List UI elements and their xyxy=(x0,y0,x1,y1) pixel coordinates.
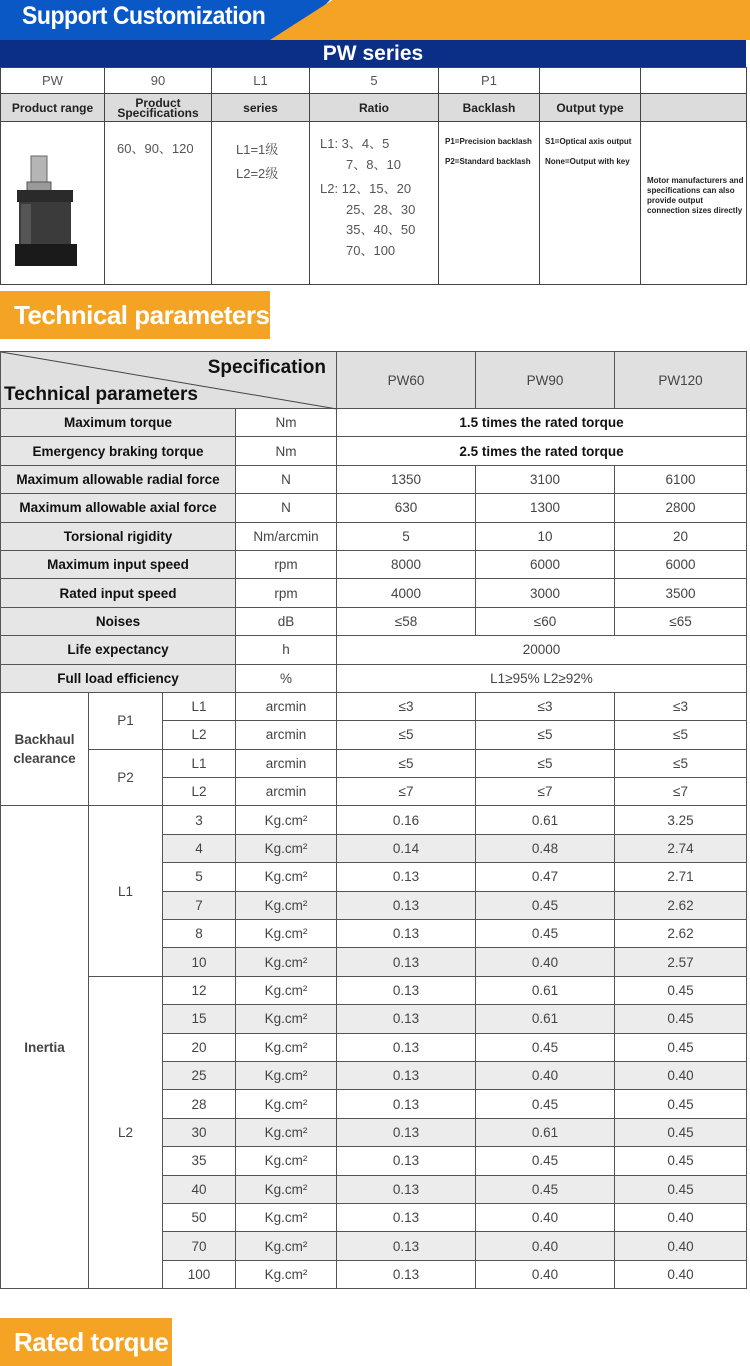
stage-label: L1 xyxy=(163,692,236,720)
inertia-value: 0.40 xyxy=(615,1203,747,1231)
ratio-l2-cont: 35、40、50 xyxy=(346,222,416,237)
parameter-value: 20 xyxy=(615,522,747,550)
clearance-label: clearance xyxy=(13,751,76,767)
parameter-row xyxy=(1,579,747,607)
model-code-table xyxy=(0,67,747,285)
note-cell xyxy=(641,122,747,285)
ratio-value: 5 xyxy=(163,863,236,891)
backhaul-value: ≤5 xyxy=(337,749,476,777)
parameter-row xyxy=(1,522,747,550)
inertia-value: 2.57 xyxy=(615,948,747,976)
inertia-row xyxy=(1,976,747,1004)
parameter-row xyxy=(1,607,747,635)
parameter-value: 8000 xyxy=(337,550,476,578)
inertia-value: 0.61 xyxy=(476,1005,615,1033)
backlash-p1: P1=Precision backlash xyxy=(445,137,532,146)
parameter-unit: Nm xyxy=(236,409,337,437)
backhaul-label: Backhaul xyxy=(14,732,75,748)
inertia-value: 0.47 xyxy=(476,863,615,891)
inertia-stage-label: L2 xyxy=(89,976,163,1288)
parameter-value: ≤58 xyxy=(337,607,476,635)
inertia-value: 0.45 xyxy=(615,1175,747,1203)
parameter-row xyxy=(1,550,747,578)
backhaul-value: ≤5 xyxy=(615,749,747,777)
code-cell xyxy=(641,68,747,94)
banner-title: Support Customization xyxy=(22,2,266,30)
parameter-unit: dB xyxy=(236,607,337,635)
ratio-value: 15 xyxy=(163,1005,236,1033)
backhaul-unit: arcmin xyxy=(236,778,337,806)
parameter-unit: % xyxy=(236,664,337,692)
backhaul-unit: arcmin xyxy=(236,692,337,720)
parameter-name: Torsional rigidity xyxy=(1,522,236,550)
series-title: PW series xyxy=(0,40,746,67)
code-cell xyxy=(540,68,641,94)
parameter-unit: h xyxy=(236,636,337,664)
inertia-value: 0.40 xyxy=(615,1232,747,1260)
inertia-value: 0.40 xyxy=(476,1232,615,1260)
inertia-value: 0.40 xyxy=(476,1260,615,1288)
technical-parameters-heading: Technical parameters xyxy=(0,291,270,339)
inertia-value: 0.13 xyxy=(337,948,476,976)
inertia-value: 0.14 xyxy=(337,834,476,862)
parameter-value: 2800 xyxy=(615,494,747,522)
backlash-cell xyxy=(439,122,540,285)
code-row xyxy=(1,68,747,94)
header-cell: Product Specifications xyxy=(105,94,212,122)
parameter-value: 10 xyxy=(476,522,615,550)
ratio-value: 30 xyxy=(163,1118,236,1146)
parameter-name: Maximum allowable axial force xyxy=(1,494,236,522)
backhaul-value: ≤7 xyxy=(337,778,476,806)
parameter-row xyxy=(1,664,747,692)
ratio-value: 20 xyxy=(163,1033,236,1061)
support-customization-banner xyxy=(0,0,750,40)
parameter-unit: Nm/arcmin xyxy=(236,522,337,550)
stage-label: L2 xyxy=(163,721,236,749)
parameter-unit: Nm xyxy=(236,437,337,465)
inertia-row xyxy=(1,806,747,834)
parameter-value: 3100 xyxy=(476,465,615,493)
header-cell: Output type xyxy=(540,94,641,122)
backlash-p2: P2=Standard backlash xyxy=(445,157,531,166)
inertia-value: 0.13 xyxy=(337,1232,476,1260)
rated-torque-heading: Rated torque xyxy=(0,1318,172,1366)
technical-parameters-label: Technical parameters xyxy=(4,384,198,405)
code-cell: PW xyxy=(1,68,105,94)
inertia-value: 0.45 xyxy=(476,891,615,919)
inertia-unit: Kg.cm² xyxy=(236,920,337,948)
model-header: PW60 xyxy=(337,352,476,409)
backhaul-value: ≤3 xyxy=(476,692,615,720)
parameter-value: L1≥95% L2≥92% xyxy=(337,664,747,692)
backlash-grade: P2 xyxy=(89,749,163,806)
inertia-value: 0.45 xyxy=(615,1147,747,1175)
parameter-unit: N xyxy=(236,465,337,493)
inertia-unit: Kg.cm² xyxy=(236,1033,337,1061)
ratio-l2-cont: 70、100 xyxy=(346,242,396,258)
inertia-value: 0.40 xyxy=(615,1061,747,1089)
specification-label: Specification xyxy=(207,357,326,378)
inertia-value: 0.45 xyxy=(615,1005,747,1033)
parameter-value: 1350 xyxy=(337,465,476,493)
ratio-value: 7 xyxy=(163,891,236,919)
inertia-value: 0.13 xyxy=(337,1203,476,1231)
inertia-value: 0.16 xyxy=(337,806,476,834)
inertia-stage-label: L1 xyxy=(89,806,163,976)
series-l1: L1=1级 xyxy=(236,142,279,157)
ratio-l1-cont: 7、8、10 xyxy=(346,156,401,172)
ratio-cell xyxy=(310,122,439,285)
backhaul-unit: arcmin xyxy=(236,749,337,777)
inertia-value: 0.13 xyxy=(337,1005,476,1033)
inertia-value: 0.45 xyxy=(476,1175,615,1203)
stage-label: L2 xyxy=(163,778,236,806)
inertia-value: 0.13 xyxy=(337,1033,476,1061)
table-header-row xyxy=(1,352,747,409)
backlash-grade: P1 xyxy=(89,692,163,749)
inertia-value: 0.45 xyxy=(615,1090,747,1118)
output-cell xyxy=(540,122,641,285)
series-cell xyxy=(212,122,310,285)
model-header: PW90 xyxy=(476,352,615,409)
inertia-group-label: Inertia xyxy=(1,806,89,1289)
inertia-value: 0.61 xyxy=(476,806,615,834)
backhaul-value: ≤5 xyxy=(337,721,476,749)
parameter-value: 2.5 times the rated torque xyxy=(337,437,747,465)
backhaul-value: ≤3 xyxy=(615,692,747,720)
header-cell: Ratio xyxy=(310,94,439,122)
parameter-value: 6000 xyxy=(615,550,747,578)
inertia-value: 0.40 xyxy=(615,1260,747,1288)
inertia-unit: Kg.cm² xyxy=(236,1232,337,1260)
specs-cell: 60、90、120 xyxy=(105,122,212,285)
backhaul-group-label xyxy=(1,692,89,806)
parameter-row xyxy=(1,437,747,465)
ratio-value: 12 xyxy=(163,976,236,1004)
parameter-value: 6000 xyxy=(476,550,615,578)
backhaul-value: ≤5 xyxy=(476,721,615,749)
parameter-name: Maximum allowable radial force xyxy=(1,465,236,493)
parameter-value: 20000 xyxy=(337,636,747,664)
inertia-value: 0.13 xyxy=(337,1175,476,1203)
inertia-value: 0.13 xyxy=(337,1061,476,1089)
ratio-value: 4 xyxy=(163,834,236,862)
inertia-unit: Kg.cm² xyxy=(236,1175,337,1203)
inertia-value: 0.61 xyxy=(476,976,615,1004)
ratio-l1: L1: 3、4、5 xyxy=(320,136,390,151)
ratio-value: 100 xyxy=(163,1260,236,1288)
code-cell: L1 xyxy=(212,68,310,94)
inertia-value: 0.40 xyxy=(476,948,615,976)
backhaul-value: ≤3 xyxy=(337,692,476,720)
parameter-value: 5 xyxy=(337,522,476,550)
inertia-unit: Kg.cm² xyxy=(236,1005,337,1033)
ratio-l2: L2: 12、15、20 xyxy=(320,181,412,196)
inertia-value: 0.45 xyxy=(615,976,747,1004)
series-l2: L2=2级 xyxy=(236,166,279,181)
header-cell xyxy=(641,94,747,122)
parameter-unit: N xyxy=(236,494,337,522)
ratio-value: 28 xyxy=(163,1090,236,1118)
product-image-cell xyxy=(1,122,105,285)
inertia-unit: Kg.cm² xyxy=(236,976,337,1004)
inertia-value: 0.45 xyxy=(476,920,615,948)
inertia-value: 0.40 xyxy=(476,1061,615,1089)
parameter-value: 1.5 times the rated torque xyxy=(337,409,747,437)
inertia-value: 0.45 xyxy=(615,1033,747,1061)
inertia-value: 0.13 xyxy=(337,1118,476,1146)
code-cell: 90 xyxy=(105,68,212,94)
parameter-row xyxy=(1,409,747,437)
ratio-value: 70 xyxy=(163,1232,236,1260)
code-cell: P1 xyxy=(439,68,540,94)
backhaul-value: ≤7 xyxy=(476,778,615,806)
parameter-value: 1300 xyxy=(476,494,615,522)
parameter-row xyxy=(1,465,747,493)
ratio-value: 35 xyxy=(163,1147,236,1175)
code-cell: 5 xyxy=(310,68,439,94)
backhaul-unit: arcmin xyxy=(236,721,337,749)
parameter-unit: rpm xyxy=(236,550,337,578)
inertia-value: 0.13 xyxy=(337,976,476,1004)
code-detail-row xyxy=(1,122,747,285)
inertia-unit: Kg.cm² xyxy=(236,1090,337,1118)
ratio-value: 25 xyxy=(163,1061,236,1089)
inertia-value: 2.71 xyxy=(615,863,747,891)
inertia-value: 2.74 xyxy=(615,834,747,862)
inertia-unit: Kg.cm² xyxy=(236,1147,337,1175)
inertia-value: 0.13 xyxy=(337,1260,476,1288)
inertia-value: 0.40 xyxy=(476,1203,615,1231)
output-s1: S1=Optical axis output xyxy=(545,137,632,146)
parameter-name: Emergency braking torque xyxy=(1,437,236,465)
inertia-value: 0.45 xyxy=(476,1147,615,1175)
parameter-value: 4000 xyxy=(337,579,476,607)
gearbox-image xyxy=(1,152,91,272)
ratio-value: 40 xyxy=(163,1175,236,1203)
backhaul-value: ≤7 xyxy=(615,778,747,806)
inertia-value: 3.25 xyxy=(615,806,747,834)
ratio-l2-cont: 25、28、30 xyxy=(346,201,416,217)
parameter-value: 630 xyxy=(337,494,476,522)
inertia-value: 0.13 xyxy=(337,863,476,891)
parameter-row xyxy=(1,494,747,522)
parameter-value: ≤65 xyxy=(615,607,747,635)
inertia-unit: Kg.cm² xyxy=(236,891,337,919)
parameter-value: ≤60 xyxy=(476,607,615,635)
manufacturer-note: Motor manufacturers and specifications can also provide output connection sizes directly xyxy=(647,176,744,215)
model-header: PW120 xyxy=(615,352,747,409)
inertia-value: 2.62 xyxy=(615,920,747,948)
parameter-value: 6100 xyxy=(615,465,747,493)
parameter-name: Maximum torque xyxy=(1,409,236,437)
parameter-name: Rated input speed xyxy=(1,579,236,607)
inertia-unit: Kg.cm² xyxy=(236,1118,337,1146)
ratio-value: 8 xyxy=(163,920,236,948)
backhaul-row xyxy=(1,749,747,777)
technical-parameters-table xyxy=(0,351,747,1289)
backhaul-value: ≤5 xyxy=(476,749,615,777)
inertia-unit: Kg.cm² xyxy=(236,1061,337,1089)
inertia-unit: Kg.cm² xyxy=(236,1260,337,1288)
code-header-row xyxy=(1,94,747,122)
inertia-value: 0.13 xyxy=(337,1090,476,1118)
inertia-value: 2.62 xyxy=(615,891,747,919)
inertia-unit: Kg.cm² xyxy=(236,863,337,891)
parameter-row xyxy=(1,636,747,664)
inertia-unit: Kg.cm² xyxy=(236,834,337,862)
parameter-unit: rpm xyxy=(236,579,337,607)
inertia-value: 0.13 xyxy=(337,1147,476,1175)
parameter-value: 3000 xyxy=(476,579,615,607)
inertia-value: 0.61 xyxy=(476,1118,615,1146)
inertia-value: 0.13 xyxy=(337,920,476,948)
inertia-value: 0.45 xyxy=(476,1033,615,1061)
backhaul-row xyxy=(1,692,747,720)
inertia-value: 0.45 xyxy=(476,1090,615,1118)
output-none: None=Output with key xyxy=(545,157,630,166)
ratio-value: 50 xyxy=(163,1203,236,1231)
ratio-value: 3 xyxy=(163,806,236,834)
inertia-value: 0.45 xyxy=(615,1118,747,1146)
header-cell: Product range xyxy=(1,94,105,122)
header-cell: series xyxy=(212,94,310,122)
inertia-value: 0.48 xyxy=(476,834,615,862)
stage-label: L1 xyxy=(163,749,236,777)
inertia-value: 0.13 xyxy=(337,891,476,919)
parameter-name: Full load efficiency xyxy=(1,664,236,692)
inertia-unit: Kg.cm² xyxy=(236,806,337,834)
inertia-unit: Kg.cm² xyxy=(236,948,337,976)
header-cell: Backlash xyxy=(439,94,540,122)
diagonal-header-cell xyxy=(1,352,337,409)
parameter-value: 3500 xyxy=(615,579,747,607)
parameter-name: Noises xyxy=(1,607,236,635)
ratio-value: 10 xyxy=(163,948,236,976)
parameter-name: Maximum input speed xyxy=(1,550,236,578)
inertia-unit: Kg.cm² xyxy=(236,1203,337,1231)
parameter-name: Life expectancy xyxy=(1,636,236,664)
backhaul-value: ≤5 xyxy=(615,721,747,749)
